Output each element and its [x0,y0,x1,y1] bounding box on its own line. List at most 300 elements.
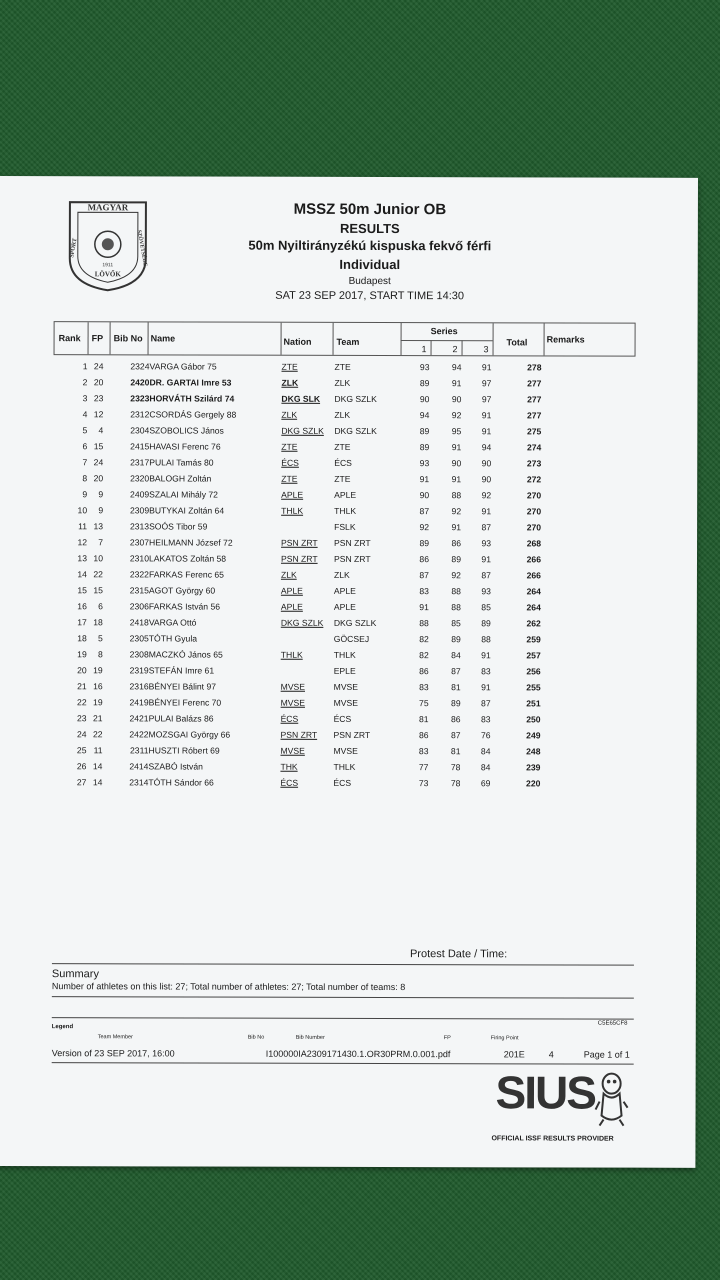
bib-cell: 2316 [129,681,149,692]
nation-cell: PSN ZRT [281,537,318,548]
bib-cell: 2308 [129,649,149,660]
series-3-cell: 91 [481,682,491,693]
nation-cell: APLE [280,585,303,596]
results-sheet [0,176,698,1168]
table-row [53,583,637,601]
divider [52,1017,634,1020]
bib-cell: 2315 [129,585,149,596]
name-cell: BÉNYEI Bálint 97 [148,681,217,692]
name-cell: TÓTH Sándor 66 [148,777,214,788]
bib-cell: 2418 [129,617,149,628]
version-text: Version of 23 SEP 2017, 16:00 [51,1048,175,1059]
nation-cell: ZLK [281,409,298,420]
series-2-cell: 92 [451,410,462,421]
total-cell: 275 [526,426,542,437]
team-cell: ZLK [333,569,350,580]
rank-cell: 24 [76,729,87,740]
total-cell: 270 [526,490,542,501]
bib-cell: 2317 [130,457,150,468]
nation-cell: DKG SZLK [281,425,324,436]
total-cell: 277 [527,394,542,405]
logo-text-top: MAGYAR [87,202,129,213]
bib-cell: 2421 [129,713,149,724]
fp-cell: 19 [93,697,103,708]
table-row [53,711,637,729]
series-1-cell: 81 [419,714,429,725]
name-cell: DR. GARTAI Imre 53 [149,377,232,388]
table-header [54,321,636,357]
series-2-cell: 89 [451,698,461,709]
name-cell: HORVÁTH Szilárd 74 [149,393,235,404]
table-row [53,503,637,521]
total-cell: 268 [526,538,542,549]
nation-cell: DKG SZLK [280,617,324,628]
nation-cell: ZTE [281,473,298,484]
rank-cell: 1 [82,361,88,372]
table-row [53,439,637,457]
total-cell: 274 [526,442,542,453]
total-cell: 270 [526,506,542,517]
series-1-cell: 73 [418,778,429,789]
name-cell: AGOT György 60 [148,585,216,596]
bib-cell: 2415 [130,441,150,452]
series-3-cell: 93 [481,586,491,597]
rank-cell: 16 [77,601,87,612]
team-cell: ZLK [334,377,351,388]
name-cell: LAKATOS Zoltán 58 [148,553,227,564]
nation-cell: THLK [280,649,303,660]
nation-cell: ÉCS [280,777,299,788]
footer-code: 201E [503,1049,525,1060]
col-series-3: 3 [483,344,489,355]
page-number: Page 1 of 1 [583,1049,630,1060]
total-cell: 255 [526,682,541,693]
rank-cell: 10 [77,505,88,516]
series-3-cell: 91 [481,426,492,437]
table-row [53,647,637,665]
nation-cell: ZTE [281,441,298,452]
nation-cell: MVSE [280,745,305,756]
bib-cell: 2420 [130,377,150,388]
legend-bib-no: Bib No [247,1034,265,1041]
name-cell: CSORDÁS Gergely 88 [149,409,237,420]
series-1-cell: 83 [419,586,429,597]
series-1-cell: 75 [419,698,429,709]
fp-cell: 21 [93,713,103,724]
table-row [53,487,637,505]
logo-year: 1911 [102,262,114,269]
rank-cell: 15 [77,585,87,596]
legend-title: Legend [51,1024,74,1031]
series-2-cell: 85 [451,618,461,629]
series-2-cell: 91 [451,474,462,485]
series-1-cell: 91 [419,602,429,613]
team-cell: THLK [334,505,357,516]
bib-cell: 2310 [129,553,150,564]
col-series-2: 2 [452,344,458,355]
col-nation: Nation [283,336,312,347]
team-cell: DKG SZLK [334,393,377,404]
table-row [53,471,637,489]
document-code: C5E65CF8 [597,1020,628,1027]
bib-cell: 2320 [130,473,150,484]
table-row [53,535,637,553]
rank-cell: 11 [78,521,88,532]
col-rank: Rank [58,333,81,344]
series-3-cell: 87 [481,522,492,533]
legend-firing-point: Firing Point [490,1035,519,1042]
series-3-cell: 76 [480,730,491,741]
table-row [53,423,637,441]
series-1-cell: 91 [419,474,430,485]
file-name: I100000IA2309171430.1.OR30PRM.0.001.pdf [265,1048,451,1060]
series-1-cell: 77 [418,762,429,773]
series-2-cell: 86 [451,538,462,549]
bib-cell: 2323 [130,393,150,404]
total-cell: 277 [527,378,542,389]
fp-cell: 8 [97,649,103,660]
rank-cell: 13 [77,553,88,564]
total-cell: 257 [526,650,541,661]
fp-cell: 20 [93,473,104,484]
series-2-cell: 95 [451,426,462,437]
series-3-cell: 94 [481,442,492,453]
name-cell: BALOGH Zoltán [149,473,212,484]
series-2-cell: 94 [451,362,462,373]
event-name: 50m Nyiltirányzékú kispuska fekvő férfi [248,237,492,254]
series-2-cell: 87 [451,666,461,677]
team-cell: ÉCS [333,713,352,724]
team-cell: PSN ZRT [333,553,371,564]
nation-cell: APLE [280,601,303,612]
total-cell: 250 [526,714,541,725]
footer-number: 4 [548,1049,554,1060]
series-1-cell: 86 [419,666,429,677]
fp-cell: 19 [93,665,103,676]
fp-cell: 16 [93,681,103,692]
bib-cell: 2307 [129,537,150,548]
bib-cell: 2419 [129,697,149,708]
series-3-cell: 97 [481,378,492,389]
team-cell: ÉCS [333,777,352,788]
series-1-cell: 86 [418,730,429,741]
rank-cell: 26 [76,761,87,772]
summary-text: Number of athletes on this list: 27; Total number of athletes: 27; Total number of teams: 8 [51,981,406,993]
series-2-cell: 88 [451,602,461,613]
series-1-cell: 89 [419,426,430,437]
bib-cell: 2324 [130,361,150,372]
rank-cell: 27 [76,777,87,788]
rank-cell: 22 [77,697,87,708]
legend-fp: FP [443,1035,451,1042]
series-1-cell: 90 [419,394,430,405]
name-cell: HUSZTI Róbert 69 [148,745,220,756]
total-cell: 270 [526,522,542,533]
total-cell: 262 [526,618,541,629]
rank-cell: 18 [77,633,87,644]
series-3-cell: 91 [481,362,492,373]
col-series: Series [430,326,458,337]
bib-cell: 2422 [129,729,149,740]
name-cell: SOÓS Tibor 59 [149,521,208,532]
series-3-cell: 91 [481,506,492,517]
series-3-cell: 84 [480,746,491,757]
table-row [53,695,637,713]
name-cell: MOZSGAI György 66 [148,729,231,740]
team-cell: FSLK [334,521,356,532]
nation-cell: ZLK [281,377,299,388]
table-row [53,375,637,393]
rank-cell: 20 [77,665,87,676]
fp-cell: 24 [93,457,104,468]
total-cell: 251 [526,698,541,709]
series-2-cell: 81 [451,682,461,693]
series-3-cell: 97 [481,394,492,405]
table-row [53,551,637,569]
name-cell: SZALAI Mihály 72 [149,489,218,500]
team-cell: EPLE [333,665,356,676]
name-cell: VARGA Ottó [148,617,197,628]
name-cell: HEILMANN József 72 [149,537,233,548]
team-cell: MVSE [333,697,358,708]
name-cell: PULAI Tamás 80 [149,457,214,468]
fp-cell: 14 [92,777,103,788]
series-2-cell: 90 [451,458,462,469]
series-2-cell: 87 [450,730,461,741]
series-1-cell: 82 [419,650,429,661]
rank-cell: 5 [82,425,88,436]
table-row [52,775,636,793]
total-cell: 266 [526,570,541,581]
results-heading: RESULTS [339,220,400,237]
fp-cell: 22 [93,569,103,580]
total-cell: 259 [526,634,541,645]
fp-cell: 22 [92,729,103,740]
series-1-cell: 87 [419,570,429,581]
table-row [53,663,637,681]
series-1-cell: 89 [419,442,430,453]
series-2-cell: 92 [451,570,461,581]
team-cell: APLE [333,601,356,612]
table-row [53,391,637,409]
bib-cell: 2309 [129,505,150,516]
series-1-cell: 88 [419,618,429,629]
fp-cell: 18 [93,617,103,628]
total-cell: 264 [526,602,541,613]
rank-cell: 3 [82,393,88,404]
table-row [53,599,637,617]
total-cell: 248 [526,746,541,757]
series-1-cell: 83 [418,746,429,757]
team-cell: MVSE [333,681,359,692]
total-cell: 220 [526,778,541,789]
fp-cell: 6 [98,601,103,612]
fp-cell: 14 [92,761,103,772]
team-cell: ÉCS [334,457,352,468]
table-row [53,519,637,537]
nation-cell: MVSE [280,681,306,692]
series-1-cell: 87 [419,506,430,517]
protest-label: Protest Date / Time: [409,948,508,961]
series-3-cell: 85 [481,602,491,613]
series-1-cell: 82 [419,634,429,645]
team-cell: THLK [333,649,356,660]
rank-cell: 2 [82,377,88,388]
team-cell: APLE [333,585,356,596]
sius-mascot-icon [594,1072,630,1128]
fp-cell: 9 [98,505,104,516]
bib-cell: 2306 [129,601,149,612]
fp-cell: 4 [98,425,104,436]
fp-cell: 7 [98,537,104,548]
team-cell: DKG SZLK [333,617,377,628]
series-3-cell: 90 [481,474,492,485]
logo-text-bottom: LÖVŐK [94,270,121,279]
series-2-cell: 89 [451,634,461,645]
nation-cell: DKG SLK [281,393,321,404]
series-1-cell: 93 [419,458,430,469]
venue: Budapest [348,275,391,288]
bib-cell: 2322 [129,569,149,580]
nation-cell: ZLK [280,569,297,580]
team-cell: MVSE [333,745,358,756]
series-2-cell: 91 [451,378,462,389]
team-cell: THLK [333,761,356,772]
series-2-cell: 91 [451,522,462,533]
table-row [52,759,636,777]
name-cell: VARGA Gábor 75 [149,361,217,372]
nation-cell: PSN ZRT [280,729,318,740]
rank-cell: 6 [82,441,88,452]
legend-team-member: Team Member [97,1034,133,1041]
series-3-cell: 93 [481,538,492,549]
table-row [52,743,636,761]
fp-cell: 10 [93,553,104,564]
legend-bib-number: Bib Number [295,1034,325,1041]
name-cell: MACZKÓ János 65 [148,649,223,660]
table-row [53,407,637,425]
bib-cell: 2314 [129,777,149,788]
name-cell: BÉNYEI Ferenc 70 [148,697,222,708]
nation-cell: ÉCS [281,457,299,468]
bib-cell: 2414 [129,761,149,772]
fp-cell: 5 [97,633,103,644]
total-cell: 266 [526,554,542,565]
fp-cell: 12 [93,409,104,420]
series-3-cell: 84 [480,762,491,773]
results-table-body [52,359,637,793]
col-series-1: 1 [421,344,427,355]
fp-cell: 23 [93,393,104,404]
total-cell: 278 [527,362,542,373]
name-cell: SZOBOLICS János [149,425,224,436]
total-cell: 256 [526,666,541,677]
series-1-cell: 90 [419,490,430,501]
table-row [53,615,637,633]
table-row [53,679,637,697]
rank-cell: 19 [77,649,87,660]
series-2-cell: 92 [451,506,462,517]
series-1-cell: 89 [419,538,430,549]
series-2-cell: 86 [451,714,461,725]
series-1-cell: 93 [419,362,430,373]
col-name: Name [150,333,176,344]
rank-cell: 7 [82,457,88,468]
series-3-cell: 83 [481,666,491,677]
series-2-cell: 84 [451,650,461,661]
fp-cell: 15 [93,441,104,452]
series-1-cell: 92 [419,522,430,533]
series-3-cell: 91 [481,554,492,565]
col-remarks: Remarks [546,334,585,345]
rank-cell: 12 [77,537,88,548]
series-1-cell: 94 [419,410,430,421]
series-2-cell: 81 [450,746,461,757]
series-3-cell: 83 [481,714,491,725]
series-3-cell: 69 [480,778,491,789]
fp-cell: 9 [98,489,104,500]
series-3-cell: 88 [481,634,491,645]
table-row [53,455,637,473]
rank-cell: 4 [82,409,88,420]
total-cell: 249 [526,730,541,741]
sius-logo: SIUS [495,1066,596,1119]
nation-cell: ZTE [281,361,298,372]
team-cell: PSN ZRT [333,729,371,740]
total-cell: 239 [526,762,541,773]
fp-cell: 24 [93,361,104,372]
series-3-cell: 90 [481,458,492,469]
bib-cell: 2305 [129,633,149,644]
team-cell: GÖCSEJ [333,633,370,644]
series-3-cell: 91 [481,410,492,421]
rank-cell: 23 [77,713,87,724]
name-cell: HAVASI Ferenc 76 [149,441,221,452]
name-cell: FARKAS István 56 [148,601,221,612]
rank-cell: 21 [77,681,87,692]
name-cell: PULAI Balázs 86 [148,713,214,724]
bib-cell: 2304 [130,425,150,436]
team-cell: ZTE [334,361,351,372]
nation-cell: APLE [281,489,304,500]
bib-cell: 2409 [130,489,150,500]
bib-cell: 2319 [129,665,149,676]
fp-cell: 11 [93,745,103,756]
nation-cell: PSN ZRT [280,553,318,564]
series-2-cell: 90 [451,394,462,405]
team-cell: DKG SZLK [334,425,377,436]
official-provider-text: OFFICIAL ISSF RESULTS PROVIDER [491,1135,614,1143]
event-type: Individual [339,256,401,273]
nation-cell: THK [280,761,298,772]
table-row [53,567,637,585]
divider [52,1062,634,1065]
rank-cell: 14 [77,569,87,580]
rank-cell: 8 [82,473,88,484]
logo-text-right: SZÖVETSÉGE [135,229,148,267]
bib-cell: 2312 [130,409,150,420]
nation-cell: THLK [281,505,304,516]
col-total: Total [506,337,528,348]
fp-cell: 15 [93,585,103,596]
total-cell: 264 [526,586,541,597]
event-date: SAT 23 SEP 2017, START TIME 14:30 [275,289,465,303]
federation-logo [66,198,150,292]
series-2-cell: 78 [450,778,461,789]
team-cell: APLE [334,489,357,500]
series-3-cell: 87 [481,698,491,709]
fp-cell: 13 [93,521,104,532]
